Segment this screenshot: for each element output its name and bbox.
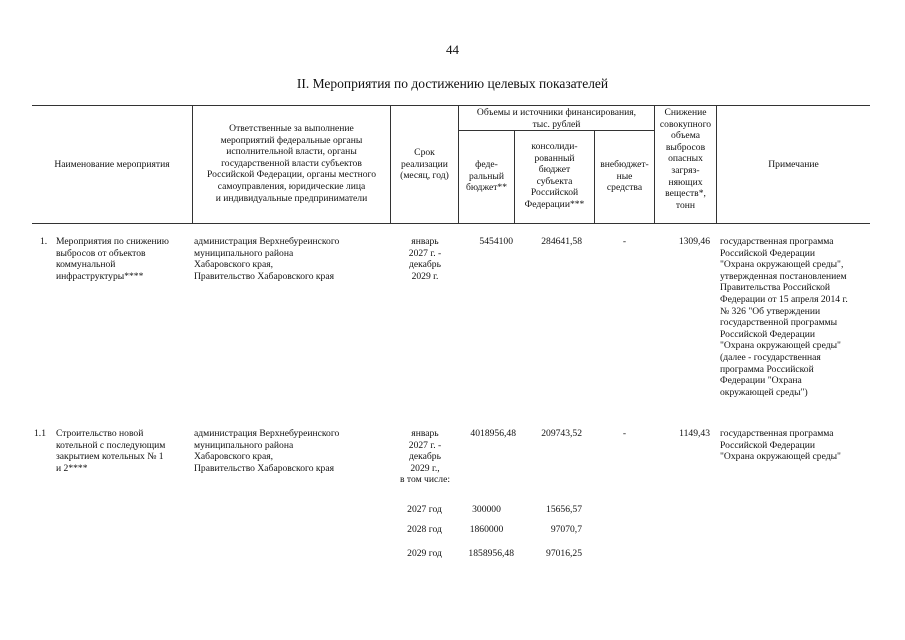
section-title: II. Мероприятия по достижению целевых показателей bbox=[296, 76, 609, 91]
row-2-offbudget: - bbox=[622, 428, 627, 439]
row-2-responsible: администрация Верхнебуреинского муниципального района Хабаровского края, Правительство Хабаровского края bbox=[194, 428, 340, 474]
row-1-federal: 5454100 bbox=[479, 236, 513, 247]
year-2029-federal: 1858956,48 bbox=[468, 548, 514, 559]
header-col-funding-group: Объемы и источники финансирования, тыс. рублей bbox=[476, 107, 637, 130]
header-col-name: Наименование мероприятия bbox=[54, 159, 170, 170]
row-2-name: Строительство новой котельной с последующим закрытием котельных № 1 и 2**** bbox=[56, 428, 166, 474]
header-col-offbudget: внебюджет- ные средства bbox=[600, 159, 649, 194]
table-top-border bbox=[32, 105, 870, 106]
row-2-term: январь 2027 г. - декабрь 2029 г., в том числе: bbox=[399, 428, 450, 486]
row-1-note: государственная программа Российской Федерации "Охрана окружающей среды", утвержденная постановлением Правительства Российской Федерации от 15 апреля 2014 г. № 326 "Об утверждении государственной программы Российской Федерации "Охрана окружающей среды" (далее - государственная программа Российской Федерации "Охрана окружающей среды") bbox=[720, 236, 848, 398]
row-1-reduction: 1309,46 bbox=[678, 236, 710, 247]
row-2-federal: 4018956,48 bbox=[470, 428, 516, 439]
header-col-term: Срок реализации (месяц, год) bbox=[400, 147, 449, 182]
row-1-number: 1. bbox=[40, 236, 48, 247]
header-col-reduction: Снижение совокупного объема выбросов опасных загряз- няющих веществ*, тонн bbox=[659, 107, 712, 211]
row-1-name: Мероприятия по снижению выбросов от объектов коммунальной инфраструктуры**** bbox=[56, 236, 169, 282]
row-1-consolidated: 284641,58 bbox=[541, 236, 582, 247]
year-2027-federal: 300000 bbox=[472, 504, 501, 515]
year-2028-label: 2028 год bbox=[407, 524, 442, 535]
header-col-responsible: Ответственные за выполнение мероприятий федеральные органы исполнительной власти, органы государственной власти субъектов Российской Федерации, органы местного самоуправления, юридические лица и индивидуальные предприниматели bbox=[207, 123, 376, 204]
year-2027-label: 2027 год bbox=[407, 504, 442, 515]
year-2029-label: 2029 год bbox=[407, 548, 442, 559]
header-col-note: Примечание bbox=[768, 159, 819, 170]
page-number: 44 bbox=[446, 42, 459, 57]
row-2-reduction: 1149,43 bbox=[679, 428, 710, 439]
row-1-offbudget: - bbox=[622, 236, 627, 247]
row-1-term: январь 2027 г. - декабрь 2029 г. bbox=[408, 236, 442, 282]
header-col-federal: феде- ральный бюджет** bbox=[466, 159, 507, 194]
header-bottom-border bbox=[32, 223, 870, 224]
year-2028-consolidated: 97070,7 bbox=[550, 524, 582, 535]
header-col-consolidated: консолиди- рованный бюджет субъекта Российской Федерации*** bbox=[524, 141, 585, 210]
row-2-consolidated: 209743,52 bbox=[541, 428, 582, 439]
year-2028-federal: 1860000 bbox=[469, 524, 504, 535]
row-1-responsible: администрация Верхнебуреинского муниципального района Хабаровского края, Правительство Хабаровского края bbox=[194, 236, 340, 282]
row-2-number: 1.1 bbox=[34, 428, 46, 439]
year-2027-consolidated: 15656,57 bbox=[546, 504, 582, 515]
row-2-note: государственная программа Российской Федерации "Охрана окружающей среды" bbox=[720, 428, 841, 463]
year-2029-consolidated: 97016,25 bbox=[546, 548, 582, 559]
